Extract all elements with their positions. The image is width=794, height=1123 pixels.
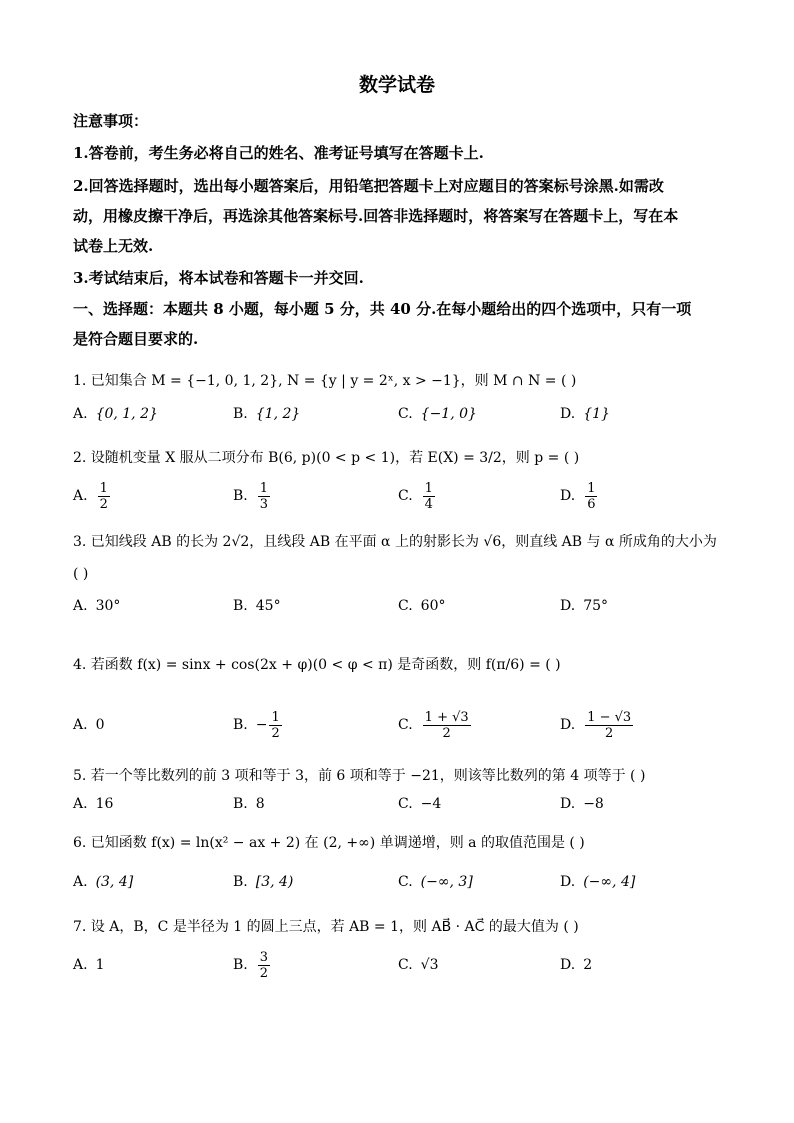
notice-item-3: 3.考试结束后，将本试卷和答题卡一并交回. bbox=[73, 269, 364, 287]
option-a bbox=[73, 397, 158, 431]
option-label: C. bbox=[398, 488, 413, 504]
option-text: 1 bbox=[95, 957, 105, 973]
option-c bbox=[398, 397, 477, 431]
denominator: 2 bbox=[605, 725, 614, 741]
option-text: {1} bbox=[583, 406, 610, 422]
option-b bbox=[233, 479, 272, 513]
option-label: D. bbox=[560, 406, 576, 422]
notice-item-2-line-1: 2.回答选择题时，选出每小题答案后，用铅笔把答题卡上对应题目的答案标号涂黑.如需改 bbox=[73, 177, 664, 195]
option-b bbox=[233, 589, 281, 623]
option-d bbox=[560, 708, 635, 742]
option-label: B. bbox=[233, 488, 248, 504]
question-1-options bbox=[73, 397, 733, 431]
denominator: 4 bbox=[424, 496, 433, 512]
question-6-stem: 6. 已知函数 f(x) = ln(x² − ax + 2) 在 (2, +∞) 单调递增，则 a 的取值范围是 ( ) bbox=[73, 835, 585, 851]
denominator: 2 bbox=[259, 965, 269, 981]
option-d bbox=[560, 865, 635, 899]
denominator: 2 bbox=[442, 725, 451, 741]
option-b bbox=[233, 787, 265, 821]
option-c bbox=[398, 948, 439, 982]
section-heading-line-1: 一、选择题：本题共 8 小题，每小题 5 分，共 40 分.在每小题给出的四个选项中，只有一项 bbox=[73, 300, 692, 318]
option-c bbox=[398, 787, 441, 821]
numerator: 1 bbox=[587, 480, 596, 496]
question-3-stem-line-2: ( ) bbox=[73, 566, 89, 582]
option-a bbox=[73, 865, 133, 899]
question-2-options bbox=[73, 479, 733, 513]
option-label: C. bbox=[398, 406, 413, 422]
option-text: 8 bbox=[255, 796, 265, 812]
question-3-options bbox=[73, 589, 733, 623]
fraction bbox=[585, 710, 633, 741]
page-title: 数学试卷 bbox=[358, 74, 435, 96]
option-label: C. bbox=[398, 598, 413, 614]
notice-item-2-line-3: 试卷上无效. bbox=[73, 237, 154, 255]
option-text: (−∞, 4] bbox=[583, 874, 636, 890]
option-a bbox=[73, 589, 120, 623]
option-c bbox=[398, 589, 446, 623]
denominator: 2 bbox=[99, 496, 108, 512]
option-a bbox=[73, 787, 113, 821]
question-7-stem: 7. 设 A，B，C 是半径为 1 的圆上三点，若 AB = 1，则 AB⃗ · AC⃗ 的最大值为 ( ) bbox=[73, 919, 579, 935]
option-label: A. bbox=[73, 796, 88, 812]
question-2-stem: 2. 设随机变量 X 服从二项分布 B(6, p)(0 < p < 1)，若 E(X) = 3/2，则 p = ( ) bbox=[73, 450, 580, 466]
denominator: 2 bbox=[271, 725, 280, 741]
fraction bbox=[585, 481, 597, 512]
numerator: 1 bbox=[259, 480, 269, 496]
numerator: 1 bbox=[99, 480, 108, 496]
denominator: 3 bbox=[259, 496, 269, 512]
option-label: A. bbox=[73, 406, 88, 422]
fraction bbox=[98, 481, 110, 512]
notice-item-2-line-2: 动，用橡皮擦干净后，再选涂其他答案标号.回答非选择题时，将答案写在答题卡上，写在本 bbox=[73, 207, 679, 225]
option-text: 16 bbox=[95, 796, 114, 812]
question-7-options bbox=[73, 948, 733, 982]
option-label: D. bbox=[560, 717, 576, 733]
option-text: [3, 4) bbox=[255, 874, 294, 890]
option-label: B. bbox=[233, 957, 248, 973]
question-4-stem: 4. 若函数 f(x) = sinx + cos(2x + φ)(0 < φ < π) 是奇函数，则 f(π/6) = ( ) bbox=[73, 657, 561, 673]
minus-sign: − bbox=[255, 717, 268, 733]
option-a bbox=[73, 479, 112, 513]
option-b bbox=[233, 865, 293, 899]
denominator: 6 bbox=[587, 496, 596, 512]
option-label: D. bbox=[560, 957, 576, 973]
option-text: 60° bbox=[420, 598, 446, 614]
fraction bbox=[258, 950, 270, 981]
option-b bbox=[233, 948, 272, 982]
option-label: B. bbox=[233, 796, 248, 812]
option-label: B. bbox=[233, 874, 248, 890]
option-c bbox=[398, 865, 473, 899]
option-label: B. bbox=[233, 406, 248, 422]
option-text: 45° bbox=[255, 598, 281, 614]
option-label: D. bbox=[560, 874, 576, 890]
option-text: {0, 1, 2} bbox=[95, 406, 158, 422]
option-text: 30° bbox=[95, 598, 121, 614]
option-c bbox=[398, 479, 437, 513]
numerator: 3 bbox=[259, 949, 269, 965]
question-5-options bbox=[73, 787, 733, 821]
option-text: 0 bbox=[95, 717, 105, 733]
notice-item-1: 1.答卷前，考生务必将自己的姓名、准考证号填写在答题卡上. bbox=[73, 144, 484, 162]
option-label: B. bbox=[233, 598, 248, 614]
fraction bbox=[423, 481, 435, 512]
question-1-stem: 1. 已知集合 M = {−1, 0, 1, 2}, N = {y | y = 2ˣ, x > −1}，则 M ∩ N = ( ) bbox=[73, 373, 577, 389]
option-d bbox=[560, 397, 610, 431]
question-6-options bbox=[73, 865, 733, 899]
option-label: C. bbox=[398, 874, 413, 890]
option-text: {−1, 0} bbox=[420, 406, 477, 422]
option-text: √3 bbox=[420, 957, 439, 973]
option-b bbox=[233, 708, 284, 742]
option-label: C. bbox=[398, 796, 413, 812]
option-a bbox=[73, 708, 104, 742]
fraction bbox=[423, 710, 471, 741]
option-label: D. bbox=[560, 598, 576, 614]
question-3-stem-line-1: 3. 已知线段 AB 的长为 2√2，且线段 AB 在平面 α 上的射影长为 √6，则直线 AB 与 α 所成角的大小为 bbox=[73, 534, 717, 550]
option-text: −4 bbox=[420, 796, 442, 812]
question-5-stem: 5. 若一个等比数列的前 3 项和等于 3，前 6 项和等于 −21，则该等比数列的第 4 项等于 ( ) bbox=[73, 768, 646, 784]
option-text: (−∞, 3] bbox=[420, 874, 473, 890]
option-text: −8 bbox=[583, 796, 604, 812]
option-label: B. bbox=[233, 717, 248, 733]
section-heading-line-2: 是符合题目要求的. bbox=[73, 330, 199, 348]
numerator: 1 bbox=[424, 480, 433, 496]
option-text: 2 bbox=[583, 957, 593, 973]
option-a bbox=[73, 948, 104, 982]
option-label: A. bbox=[73, 957, 88, 973]
option-label: C. bbox=[398, 957, 413, 973]
numerator: 1 − √3 bbox=[587, 709, 632, 725]
numerator: 1 bbox=[271, 709, 280, 725]
option-d bbox=[560, 589, 608, 623]
notice-heading: 注意事项： bbox=[73, 112, 149, 130]
numerator: 1 + √3 bbox=[424, 709, 469, 725]
fraction bbox=[258, 481, 270, 512]
fraction bbox=[269, 710, 281, 741]
option-b bbox=[233, 397, 300, 431]
option-label: D. bbox=[560, 796, 576, 812]
option-label: A. bbox=[73, 874, 88, 890]
option-text: {1, 2} bbox=[255, 406, 301, 422]
option-text: 75° bbox=[583, 598, 609, 614]
question-4-options bbox=[73, 708, 733, 742]
option-label: C. bbox=[398, 717, 413, 733]
option-text: (3, 4] bbox=[95, 874, 134, 890]
option-c bbox=[398, 708, 473, 742]
option-label: A. bbox=[73, 598, 88, 614]
option-d bbox=[560, 948, 592, 982]
option-d bbox=[560, 479, 599, 513]
option-label: A. bbox=[73, 717, 88, 733]
option-d bbox=[560, 787, 604, 821]
option-label: D. bbox=[560, 488, 576, 504]
option-label: A. bbox=[73, 488, 88, 504]
